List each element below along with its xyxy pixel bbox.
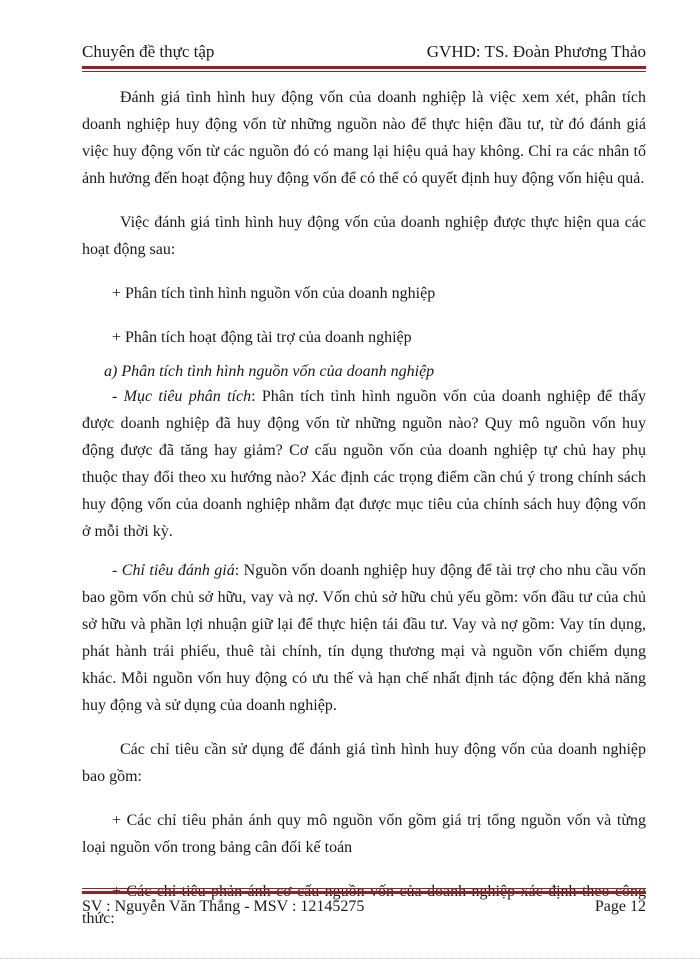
page-header: [82, 42, 646, 66]
page-footer: [82, 898, 646, 920]
paragraph-criteria: [82, 557, 646, 719]
header-supervisor: GVHD: TS. Đoàn Phương Thảo: [426, 42, 646, 61]
paragraph-objective: [82, 383, 646, 545]
paragraph-indicators: Các chỉ tiêu cần sử dụng để đánh giá tình hình huy động vốn của doanh nghiệp bao gồm:: [82, 741, 646, 785]
objective-label: Mục tiêu phân tích: [123, 388, 252, 405]
footer-student-info: SV : Nguyễn Văn Thắng - MSV : 12145275: [82, 898, 365, 915]
criteria-dash: -: [112, 562, 122, 579]
footer-rule-thick: [82, 891, 646, 894]
document-body: [82, 84, 646, 932]
header-course-title: Chuyên đề thực tập: [82, 42, 215, 61]
header-rule-thick: [82, 66, 646, 69]
paragraph-intro: Đánh giá tình hình huy động vốn của doanh nghiệp là việc xem xét, phân tích doanh nghiệp huy động vốn từ những nguồn nào để thực hiện đầu tư, từ đó đánh giá việc huy động vốn từ các nguồn đó có mang lại hiệu quả hay không. Chỉ ra các nhân tố ảnh hưởng đến hoạt động huy động vốn để có thể có quyết định huy động vốn hiệu quả.: [82, 89, 646, 187]
page-number: Page 12: [594, 898, 646, 915]
objective-dash: -: [112, 388, 124, 405]
section-heading-a: a) Phân tích tình hình nguồn vốn của doanh nghiệp: [104, 363, 435, 380]
objective-text: : Phân tích tình hình nguồn vốn của doanh nghiệp để thấy được doanh nghiệp đã huy động vốn từ những nguồn nào? Quy mô nguồn vốn huy động được đã tăng hay giảm? Cơ cấu nguồn vốn của doanh nghiệp tự chủ hay phụ thuộc thay đổi theo xu hướng nào? Xác định các trọng điểm cần chú ý trong chính sách huy động vốn của doanh nghiệp nhằm đạt được mục tiêu của chính sách huy động vốn ở mỗi thời kỳ.: [82, 388, 647, 540]
header-rule-thin: [82, 71, 646, 72]
footer-rule-thin: [82, 888, 646, 889]
criteria-text: : Nguồn vốn doanh nghiệp huy động để tài trợ cho nhu cầu vốn bao gồm vốn chủ sở hữu, vay và nợ. Vốn chủ sở hữu chủ yếu gồm: vốn đầu tư của chủ sở hữu và phần lợi nhuận giữ lại để thực hiện tái đầu tư. Vay và nợ gồm: Vay tín dụng, phát hành trái phiếu, thuê tài chính, tín dụng thương mại và nguồn vốn chiếm dụng khác. Mỗi nguồn vốn huy động có ưu thế và hạn chế nhất định tác động đến khả năng huy động và sử dụng của doanh nghiệp.: [82, 562, 647, 714]
bullet-structure-indicators: thức:: [82, 910, 115, 927]
bullet-financing-analysis: + Phân tích hoạt động tài trợ của doanh nghiệp: [112, 329, 412, 346]
bullet-scale-indicators: + Các chỉ tiêu phản ánh quy mô nguồn vốn gồm giá trị tổng nguồn vốn và từng loại nguồn vốn trong bảng cân đối kế toán: [82, 812, 646, 856]
bullet-capital-analysis: + Phân tích tình hình nguồn vốn của doanh nghiệp: [112, 285, 436, 302]
paragraph-activities: Việc đánh giá tình hình huy động vốn của doanh nghiệp được thực hiện qua các hoạt động sau:: [82, 214, 646, 258]
criteria-label: Chỉ tiêu đánh giá: [121, 562, 235, 579]
